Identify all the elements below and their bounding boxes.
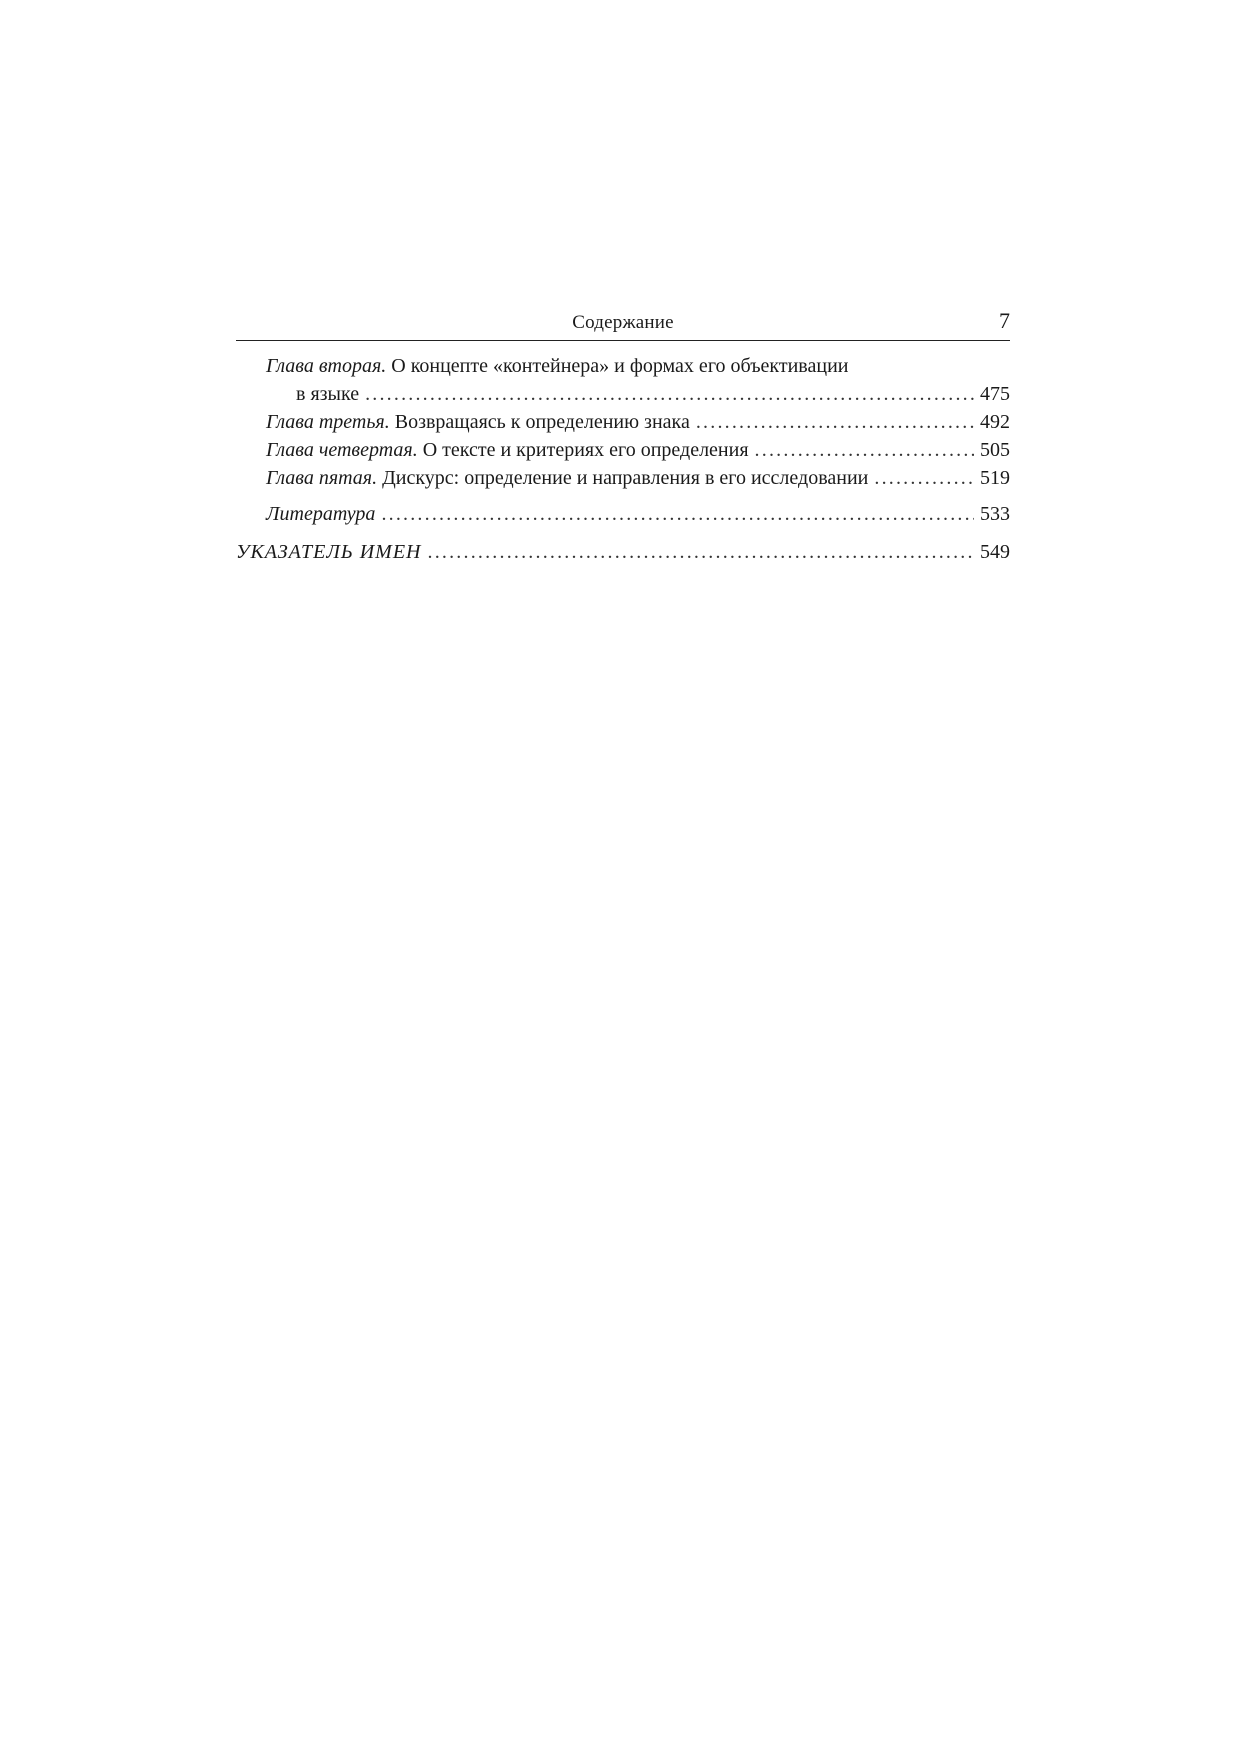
toc-entry-page: 505 — [980, 439, 1010, 461]
toc-entry-page: 492 — [980, 411, 1010, 433]
toc-entry-title: О тексте и критериях его определения — [422, 439, 749, 461]
dot-leader — [755, 436, 974, 464]
toc-entry-prefix: Глава третья. — [266, 411, 390, 433]
toc-entry-title: Возвращаясь к определению знака — [394, 411, 690, 433]
toc-entry-title: Дискурс: определение и направления в его исследовании — [382, 467, 869, 489]
toc-entry-page: 533 — [980, 503, 1010, 525]
toc-entry-chapter-2 — [236, 352, 1010, 380]
toc-entry-title-continuation: в языке — [296, 383, 360, 405]
spacer — [236, 492, 1010, 500]
header-rule — [236, 340, 1010, 341]
dot-leader — [381, 500, 974, 528]
page-number: 7 — [999, 308, 1010, 333]
toc-entry-chapter-4 — [236, 436, 1010, 464]
toc-entry-title: Литература — [266, 503, 376, 525]
toc-entry-title: О концепте «контейнера» и формах его объективации — [391, 355, 849, 377]
toc-entry-prefix: Глава четвертая. — [266, 439, 418, 461]
toc-entry-page: 549 — [980, 541, 1010, 563]
running-title: Содержание — [572, 312, 674, 333]
toc-entry-page: 475 — [980, 383, 1010, 405]
toc-entry-prefix: Глава вторая. — [266, 355, 387, 377]
toc-entry-name-index — [236, 538, 1010, 566]
toc-entry-prefix: Глава пятая. — [266, 467, 378, 489]
dot-leader — [874, 464, 974, 492]
toc-entry-literature — [236, 500, 1010, 528]
dot-leader — [696, 408, 974, 436]
toc-entry-page: 519 — [980, 467, 1010, 489]
toc-entry-title: УКАЗАТЕЛЬ ИМЕН — [236, 541, 422, 563]
table-of-contents — [236, 352, 1010, 566]
spacer — [236, 528, 1010, 538]
dot-leader — [365, 380, 974, 408]
toc-entry-chapter-3 — [236, 408, 1010, 436]
toc-entry-chapter-2-continuation — [236, 380, 1010, 408]
dot-leader — [428, 538, 975, 566]
toc-entry-chapter-5 — [236, 464, 1010, 492]
